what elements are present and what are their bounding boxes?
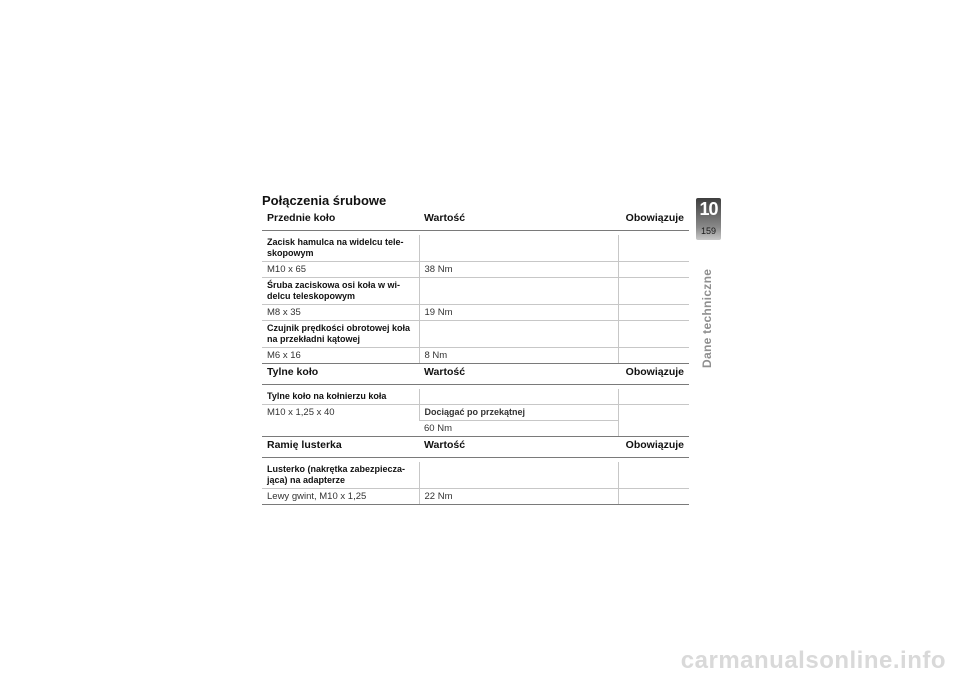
section-title: Tylne koło — [262, 364, 419, 385]
item-instruction: Dociągać po przekątnej — [419, 405, 618, 421]
table-row — [262, 321, 689, 348]
table-row — [262, 305, 689, 321]
page-number: 159 — [700, 226, 717, 236]
section-header — [262, 364, 689, 385]
section-title: Przednie koło — [262, 210, 419, 231]
item-name: Lusterko (nakrętka zabezpiecza-jąca) na adapterze — [262, 462, 419, 489]
table-row — [262, 405, 689, 421]
page-title: Połączenia śrubowe — [262, 193, 387, 208]
item-value: 8 Nm — [419, 348, 618, 364]
item-value: 60 Nm — [419, 421, 618, 437]
item-name: Zacisk hamulca na widelcu tele-skopowym — [262, 235, 419, 262]
item-name: Czujnik prędkości obrotowej koła na przekładni kątowej — [262, 321, 419, 348]
section-header — [262, 437, 689, 458]
item-spec: M6 x 16 — [262, 348, 419, 364]
item-name: Śruba zaciskowa osi koła w wi-delcu teleskopowym — [262, 278, 419, 305]
applies-column-header: Obowiązuje — [618, 210, 689, 231]
chapter-number: 10 — [699, 199, 718, 219]
table-row — [262, 262, 689, 278]
value-column-header: Wartość — [419, 437, 618, 458]
item-value: 38 Nm — [419, 262, 618, 278]
table-row — [262, 348, 689, 364]
value-column-header: Wartość — [419, 364, 618, 385]
applies-column-header: Obowiązuje — [618, 364, 689, 385]
table-row — [262, 278, 689, 305]
table-row — [262, 235, 689, 262]
torque-spec-table — [262, 210, 689, 505]
table-row — [262, 389, 689, 405]
item-spec: M8 x 35 — [262, 305, 419, 321]
value-column-header: Wartość — [419, 210, 618, 231]
section-header — [262, 210, 689, 231]
item-spec: M10 x 65 — [262, 262, 419, 278]
watermark: carmanualsonline.info — [680, 647, 946, 674]
applies-column-header: Obowiązuje — [618, 437, 689, 458]
chapter-tab — [696, 198, 721, 240]
section-title: Ramię lusterka — [262, 437, 419, 458]
chapter-label: Dane techniczne — [700, 268, 714, 368]
table-row — [262, 489, 689, 505]
item-spec: Lewy gwint, M10 x 1,25 — [262, 489, 419, 505]
item-value: 19 Nm — [419, 305, 618, 321]
table-row — [262, 462, 689, 489]
item-name: Tylne koło na kołnierzu koła — [262, 389, 419, 405]
item-spec: M10 x 1,25 x 40 — [262, 405, 419, 437]
item-value: 22 Nm — [419, 489, 618, 505]
